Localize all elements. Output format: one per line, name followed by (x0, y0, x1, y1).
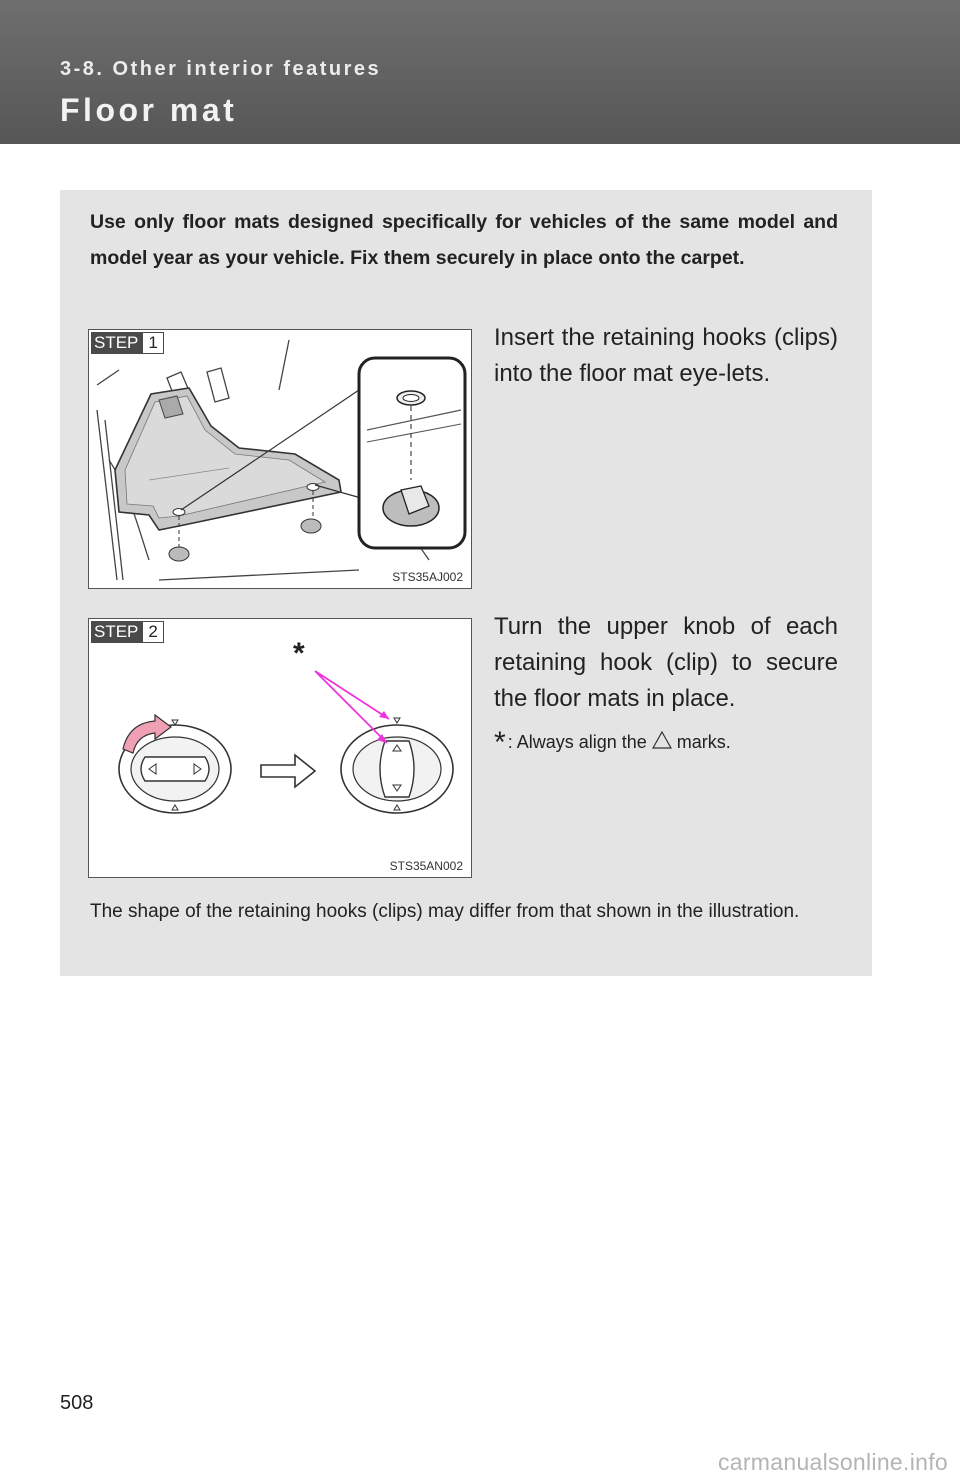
note-asterisk: * (494, 726, 506, 759)
step-2-badge (91, 621, 164, 643)
step-1-text: Insert the retaining hooks (clips) into the floor mat eye-lets. (494, 324, 838, 387)
alignment-note (494, 726, 731, 759)
hook-knob-drawing (89, 619, 473, 879)
floor-mat-hook-drawing (89, 330, 473, 590)
note-suffix: marks. (676, 732, 731, 752)
step-label: STEP (91, 332, 142, 354)
note-prefix: : Always align the (507, 732, 647, 752)
step-1-badge (91, 332, 164, 354)
page-number: 508 (60, 1392, 94, 1414)
step-number: 1 (142, 332, 163, 354)
step-label: STEP (91, 621, 142, 643)
step-number: 2 (142, 621, 163, 643)
step-2-text: Turn the upper knob of each retaining hook (clip) to secure the floor mats in place. (494, 613, 838, 712)
step1-illustration (88, 329, 472, 589)
section-title: 3-8. Other interior features (60, 58, 382, 80)
page-title: Floor mat (60, 92, 238, 128)
footer-note: The shape of the retaining hooks (clips) may differ from that shown in the illustration. (90, 901, 800, 922)
figure-code: STS35AJ002 (392, 570, 463, 584)
watermark: carmanualsonline.info (717, 1449, 948, 1475)
figure-code: STS35AN002 (389, 859, 463, 873)
right-arrow-icon (261, 755, 315, 787)
page-header (0, 0, 960, 144)
intro-text: Use only floor mats designed specifically for vehicles of the same model and model year as your vehicle. Fix them securely in place onto the carpet. (90, 211, 838, 269)
triangle-mark-icon (651, 730, 673, 750)
asterisk-label: * (293, 637, 305, 670)
step2-illustration (88, 618, 472, 878)
